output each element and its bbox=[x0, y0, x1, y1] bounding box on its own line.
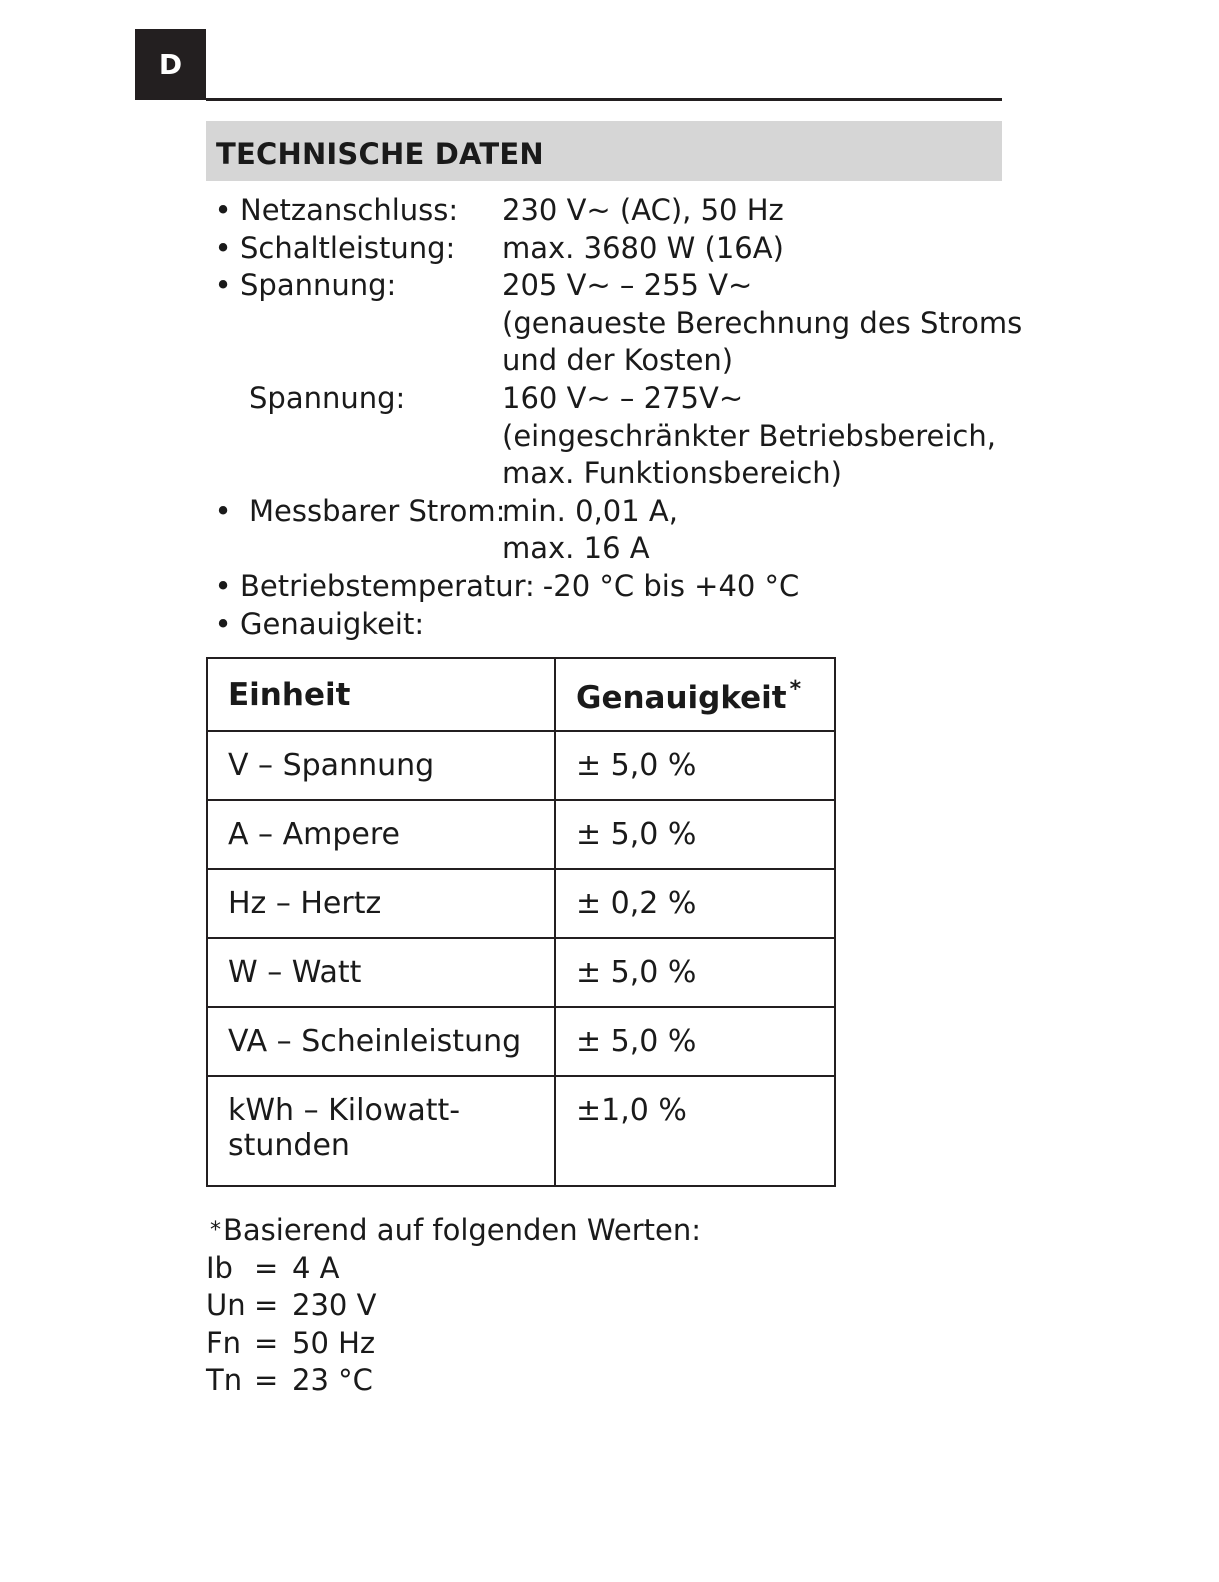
spec-item bbox=[206, 493, 1006, 568]
accuracy-table bbox=[206, 657, 836, 1187]
spec-value-line: 205 V~ – 255 V~ bbox=[502, 268, 753, 303]
footnote-eq: = bbox=[254, 1325, 279, 1360]
table-row bbox=[207, 869, 835, 938]
header-text: Einheit bbox=[228, 677, 351, 713]
spec-value bbox=[502, 493, 1006, 568]
unit-cell: Hz – Hertz bbox=[207, 869, 555, 938]
footnote-val: 50 Hz bbox=[292, 1325, 376, 1360]
accuracy-cell: ± 5,0 % bbox=[555, 800, 835, 869]
spec-item bbox=[206, 267, 1023, 380]
language-tab: D bbox=[135, 29, 206, 100]
spec-label: Messbarer Strom: bbox=[249, 493, 506, 528]
table-row bbox=[207, 938, 835, 1007]
unit-cell: W – Watt bbox=[207, 938, 555, 1007]
spec-list bbox=[206, 192, 1023, 643]
accuracy-cell: ± 5,0 % bbox=[555, 1007, 835, 1076]
footnote-value-row bbox=[206, 1287, 701, 1325]
spec-value-line: (eingeschränkter Betriebsbereich, bbox=[502, 418, 996, 453]
table-row bbox=[207, 1007, 835, 1076]
footnote-val: 230 V bbox=[292, 1288, 377, 1323]
footnote-eq: = bbox=[254, 1288, 279, 1323]
footnote-var: Un bbox=[206, 1288, 246, 1323]
table-row bbox=[207, 800, 835, 869]
spec-value-line: max. 16 A bbox=[502, 531, 650, 566]
unit-text-line: stunden bbox=[228, 1128, 350, 1163]
footnote-val: 23 °C bbox=[292, 1363, 373, 1398]
footnote-value-row bbox=[206, 1362, 701, 1400]
spec-value-line: 160 V~ – 275V~ bbox=[502, 380, 744, 415]
spec-item bbox=[206, 192, 1006, 230]
spec-item bbox=[206, 380, 1006, 493]
footnote-val: 4 A bbox=[292, 1250, 340, 1285]
spec-value-line: -20 °C bis +40 °C bbox=[542, 568, 800, 603]
spec-label: Netzanschluss: bbox=[240, 193, 459, 227]
footnote-marker: * bbox=[210, 1218, 221, 1243]
header-rule bbox=[206, 98, 1002, 101]
footnote-var: Fn bbox=[206, 1325, 242, 1360]
bullet: • bbox=[214, 193, 232, 227]
spec-value-line: (genaueste Berechnung des Stroms bbox=[502, 305, 1023, 340]
spec-value bbox=[535, 568, 1006, 606]
spec-label: Betriebstemperatur: bbox=[240, 568, 535, 603]
bullet: • bbox=[214, 606, 232, 641]
accuracy-cell: ±1,0 % bbox=[555, 1076, 835, 1186]
spec-value bbox=[502, 230, 1006, 268]
spec-value-line: min. 0,01 A, bbox=[502, 493, 678, 528]
footnote-var: Ib bbox=[206, 1250, 233, 1285]
spec-label: Genauigkeit: bbox=[240, 606, 425, 641]
spec-item bbox=[206, 230, 1006, 268]
spec-item bbox=[206, 606, 1006, 644]
spec-value-line: 230 V~ (AC), 50 Hz bbox=[502, 193, 784, 227]
footnote bbox=[206, 1212, 701, 1400]
unit-cell bbox=[207, 1076, 555, 1186]
spec-value-line: max. 3680 W (16A) bbox=[502, 230, 784, 265]
bullet: • bbox=[214, 230, 232, 265]
spec-item bbox=[206, 568, 1006, 606]
spec-label: Spannung: bbox=[249, 380, 406, 415]
spec-label: Schaltleistung: bbox=[240, 230, 456, 265]
table-header-accuracy bbox=[555, 658, 835, 731]
bullet bbox=[206, 380, 240, 493]
table-header-row bbox=[207, 658, 835, 731]
unit-cell: V – Spannung bbox=[207, 731, 555, 800]
table-row bbox=[207, 731, 835, 800]
table-row bbox=[207, 1076, 835, 1186]
bullet: • bbox=[214, 493, 232, 528]
spec-value-line: max. Funktionsbereich) bbox=[502, 456, 842, 491]
accuracy-cell: ± 0,2 % bbox=[555, 869, 835, 938]
spec-value-line: und der Kosten) bbox=[502, 343, 734, 378]
footnote-eq: = bbox=[254, 1250, 279, 1285]
header-text: Genauigkeit bbox=[576, 680, 787, 716]
section-title: TECHNISCHE DATEN bbox=[206, 121, 1002, 181]
footnote-eq: = bbox=[254, 1363, 279, 1398]
spec-label: Spannung: bbox=[240, 268, 397, 303]
spec-value bbox=[502, 380, 1006, 493]
footnote-value-row bbox=[206, 1250, 701, 1288]
footnote-marker: * bbox=[789, 677, 802, 702]
unit-cell: VA – Scheinleistung bbox=[207, 1007, 555, 1076]
footnote-intro bbox=[206, 1212, 701, 1250]
bullet: • bbox=[214, 268, 232, 303]
unit-cell: A – Ampere bbox=[207, 800, 555, 869]
footnote-text: Basierend auf folgenden Werten: bbox=[223, 1213, 701, 1247]
bullet: • bbox=[214, 568, 232, 603]
spec-value bbox=[502, 267, 1022, 380]
unit-text-line: kWh – Kilowatt- bbox=[228, 1093, 461, 1128]
accuracy-cell: ± 5,0 % bbox=[555, 938, 835, 1007]
accuracy-cell: ± 5,0 % bbox=[555, 731, 835, 800]
spec-value bbox=[502, 192, 1006, 230]
footnote-value-row bbox=[206, 1325, 701, 1363]
table-header-unit bbox=[207, 658, 555, 731]
footnote-var: Tn bbox=[206, 1363, 243, 1398]
